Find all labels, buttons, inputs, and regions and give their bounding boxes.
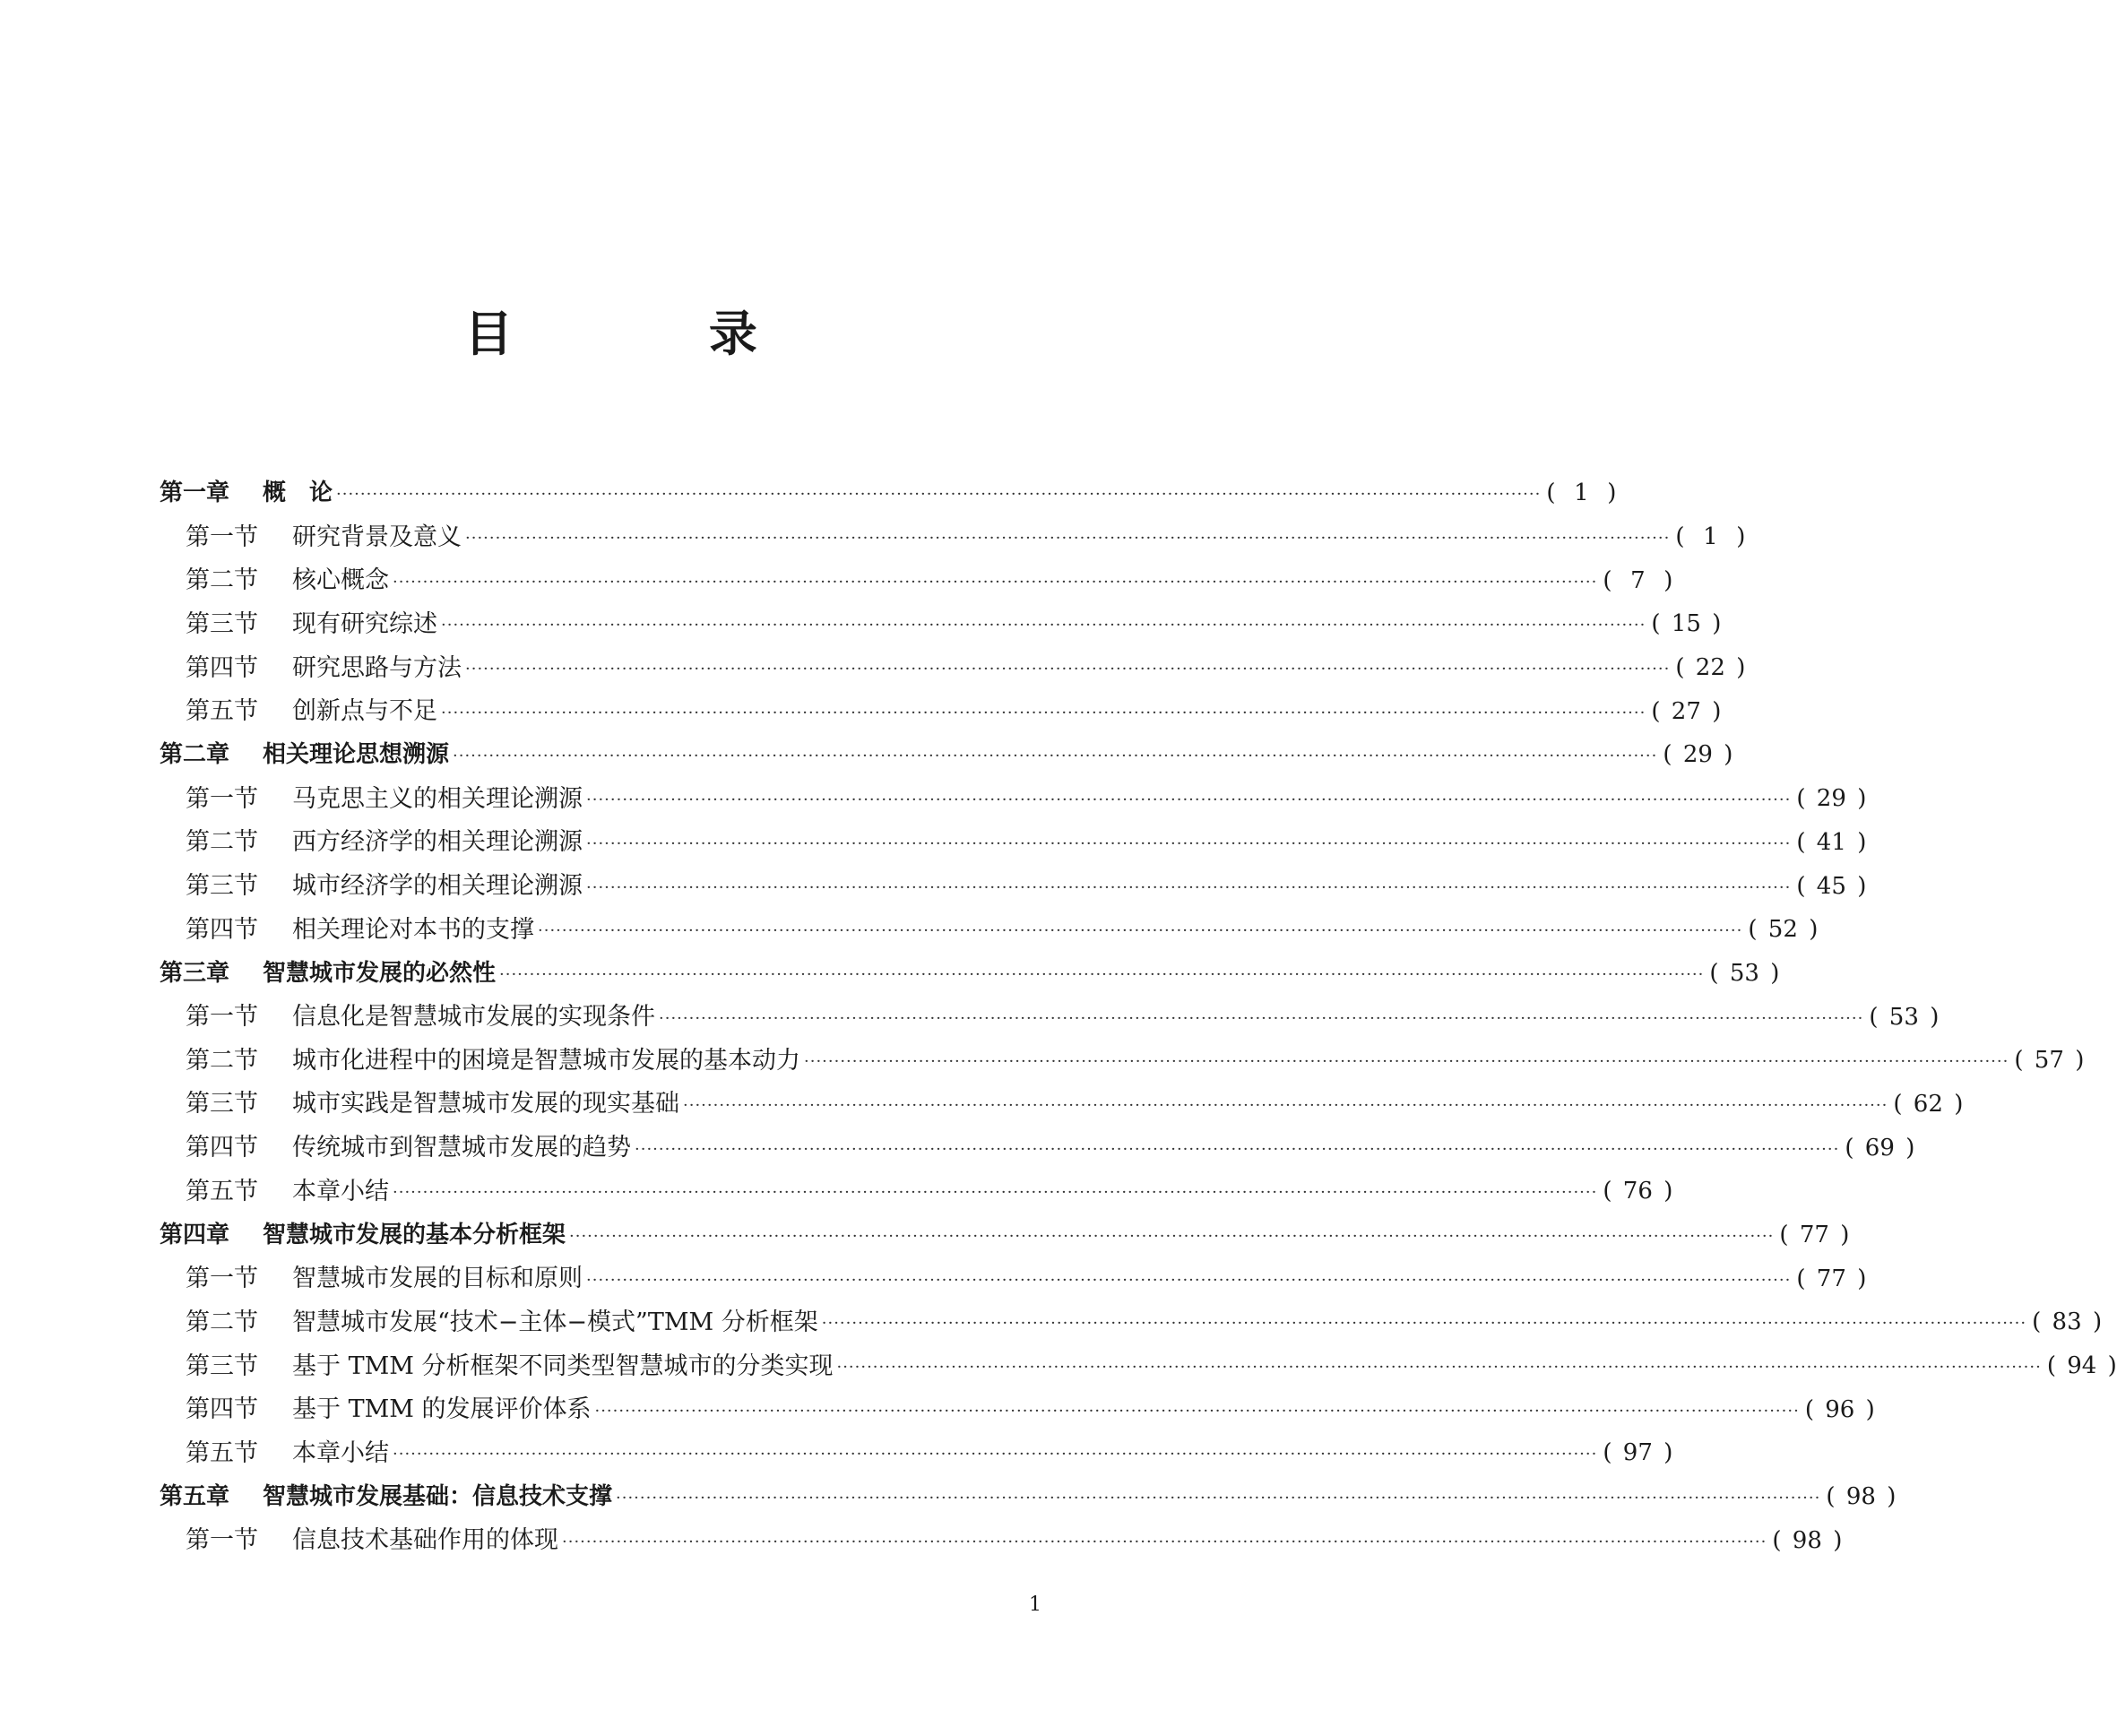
toc-section-entry [160, 689, 1722, 733]
dot-leader: ········································································································································································································ [683, 1095, 1888, 1115]
section-number: 第二节 [186, 1046, 258, 1075]
section-number: 第二节 [186, 828, 258, 857]
page-reference: ( 29 ) [1796, 785, 1867, 813]
page-ref-number: 45 [1816, 872, 1846, 900]
dot-leader: ········································································································································································································ [499, 964, 1705, 984]
section-title: 信息化是智慧城市发展的实现条件 [292, 1003, 655, 1032]
toc-section-entry [160, 1083, 1964, 1127]
dot-leader: ········································································································································································································ [594, 1401, 1800, 1421]
page-ref-number: 1 [1574, 479, 1589, 507]
toc-chapter-entry [160, 733, 1733, 777]
page-reference: ( 53 ) [1869, 1003, 1940, 1031]
section-number: 第一节 [186, 1003, 258, 1032]
chapter-title: 相关理论思想溯源 [263, 741, 450, 769]
toc-section-entry [160, 908, 1819, 952]
chapter-title: 智慧城市发展基础：信息技术支撑 [263, 1483, 613, 1511]
page-ref-number: 53 [1729, 959, 1759, 987]
page-reference: ( 52 ) [1748, 916, 1819, 944]
section-title: 相关理论对本书的支撑 [292, 915, 534, 944]
section-number: 第五节 [186, 697, 258, 726]
page-reference: ( 98 ) [1826, 1483, 1897, 1511]
dot-leader: ········································································································································································································ [441, 703, 1646, 722]
dot-leader: ········································································································································································································ [453, 747, 1658, 766]
section-number: 第二节 [186, 1308, 258, 1336]
section-number: 第四节 [186, 1134, 258, 1162]
dot-leader: ········································································································································································································ [465, 529, 1671, 548]
toc-chapter-entry [160, 1213, 1850, 1257]
page-ref-number: 97 [1622, 1439, 1653, 1467]
chapter-number: 第一章 [160, 479, 230, 507]
toc-section-entry [160, 602, 1722, 646]
chapter-title: 智慧城市发展的必然性 [263, 959, 497, 987]
toc-chapter-entry [160, 471, 1617, 515]
section-title: 基于 TMM 分析框架不同类型智慧城市的分类实现 [292, 1352, 834, 1380]
toc-section-entry [160, 1300, 2103, 1344]
toc-section-entry [160, 1257, 1867, 1300]
page-ref-number: 57 [2034, 1047, 2064, 1075]
page-ref-number: 77 [1816, 1265, 1846, 1292]
dot-leader: ········································································································································································································ [586, 1270, 1792, 1290]
toc-section-entry [160, 558, 1673, 602]
page-reference: ( 94 ) [2046, 1352, 2117, 1380]
page-reference: ( 77 ) [1796, 1265, 1867, 1292]
section-title: 现有研究综述 [292, 609, 437, 638]
toc-section-entry [160, 1344, 2117, 1388]
section-number: 第三节 [186, 1352, 258, 1380]
toc-section-entry [160, 1519, 1843, 1563]
dot-leader: ········································································································································································································ [586, 833, 1792, 853]
section-number: 第三节 [186, 872, 258, 901]
page-ref-number: 22 [1695, 654, 1725, 682]
page-ref-number: 7 [1630, 566, 1646, 594]
section-number: 第四节 [186, 653, 258, 682]
section-title: 研究背景及意义 [292, 523, 462, 551]
page-reference: ( 62 ) [1893, 1090, 1964, 1118]
page-ref-number: 98 [1792, 1526, 1822, 1554]
chapter-title: 智慧城市发展的基本分析框架 [263, 1222, 566, 1249]
chapter-number: 第五章 [160, 1483, 230, 1511]
toc-section-entry [160, 1431, 1673, 1475]
section-title: 智慧城市发展的目标和原则 [292, 1265, 583, 1293]
toc-section-entry [160, 515, 1746, 559]
page-ref-number: 69 [1864, 1134, 1895, 1162]
toc-section-entry [160, 864, 1867, 908]
page-ref-number: 29 [1816, 785, 1846, 813]
dot-leader: ········································································································································································································ [821, 1314, 2027, 1334]
section-title: 智慧城市发展“技术−主体−模式”TMM 分析框架 [292, 1308, 818, 1336]
section-title: 核心概念 [292, 566, 389, 595]
page-reference: ( 83 ) [2032, 1308, 2103, 1336]
chapter-number: 第三章 [160, 959, 230, 987]
dot-leader: ········································································································································································································ [659, 1008, 1864, 1028]
section-number: 第一节 [186, 784, 258, 813]
page-ref-number: 94 [2067, 1352, 2097, 1380]
section-number: 第五节 [186, 1438, 258, 1467]
dot-leader: ········································································································································································································ [635, 1139, 1840, 1159]
toc-section-entry [160, 1126, 1915, 1170]
dot-leader: ········································································································································································································ [465, 660, 1671, 679]
page-reference: ( 96 ) [1804, 1395, 1875, 1423]
page-ref-number: 1 [1703, 523, 1718, 551]
page-ref-number: 62 [1913, 1090, 1943, 1118]
section-title: 研究思路与方法 [292, 653, 462, 682]
page-ref-number: 76 [1622, 1178, 1653, 1205]
dot-leader: ········································································································································································································ [586, 790, 1792, 810]
dot-leader: ········································································································································································································ [804, 1052, 2009, 1072]
page-ref-number: 29 [1682, 741, 1713, 769]
page-reference: ( 27 ) [1651, 697, 1722, 725]
toc-section-entry [160, 777, 1867, 821]
page-reference: ( 41 ) [1796, 828, 1867, 856]
page-reference: ( 22 ) [1675, 654, 1746, 682]
section-number: 第一节 [186, 1526, 258, 1555]
page-reference: ( 97 ) [1603, 1439, 1673, 1467]
page-ref-number: 83 [2052, 1308, 2082, 1336]
dot-leader: ········································································································································································································ [441, 616, 1646, 635]
section-title: 传统城市到智慧城市发展的趋势 [292, 1134, 631, 1162]
section-number: 第五节 [186, 1177, 258, 1205]
dot-leader: ········································································································································································································ [336, 485, 1542, 505]
page-reference: ( 53 ) [1709, 959, 1780, 987]
page-ref-number: 53 [1888, 1003, 1919, 1031]
page-reference: ( 1 ) [1675, 523, 1746, 551]
section-title: 西方经济学的相关理论溯源 [292, 828, 583, 857]
dot-leader: ········································································································································································································ [393, 1183, 1598, 1203]
section-title: 城市化进程中的困境是智慧城市发展的基本动力 [292, 1046, 800, 1075]
page-reference: ( 45 ) [1796, 872, 1867, 900]
section-number: 第一节 [186, 523, 258, 551]
page-reference: ( 1 ) [1546, 479, 1617, 507]
section-title: 基于 TMM 的发展评价体系 [292, 1395, 592, 1424]
page-reference: ( 7 ) [1603, 566, 1673, 594]
chapter-number: 第二章 [160, 741, 230, 769]
dot-leader: ········································································································································································································ [616, 1489, 1821, 1508]
section-title: 马克思主义的相关理论溯源 [292, 784, 583, 813]
page-ref-number: 96 [1825, 1395, 1855, 1423]
page-reference: ( 69 ) [1845, 1134, 1915, 1162]
toc-section-entry [160, 1170, 1673, 1213]
page-reference: ( 57 ) [2014, 1047, 2085, 1075]
page-reference: ( 77 ) [1779, 1222, 1850, 1249]
section-title: 创新点与不足 [292, 697, 437, 726]
page-reference: ( 15 ) [1651, 610, 1722, 638]
section-number: 第四节 [186, 915, 258, 944]
page-reference: ( 98 ) [1772, 1526, 1843, 1554]
toc-chapter-entry [160, 952, 1780, 996]
toc-section-entry [160, 995, 1940, 1039]
page-number: 1 [1029, 1593, 1041, 1616]
dot-leader: ········································································································································································································ [562, 1532, 1767, 1551]
chapter-title: 概 论 [263, 479, 333, 507]
dot-leader: ········································································································································································································ [586, 877, 1792, 897]
page-ref-number: 52 [1767, 916, 1798, 944]
page-ref-number: 27 [1671, 697, 1701, 725]
section-title: 城市实践是智慧城市发展的现实基础 [292, 1090, 679, 1118]
dot-leader: ········································································································································································································ [538, 921, 1743, 941]
toc-section-entry [160, 1039, 2085, 1083]
section-number: 第二节 [186, 566, 258, 595]
page-ref-number: 15 [1671, 610, 1701, 638]
page-reference: ( 29 ) [1663, 741, 1733, 769]
toc-section-entry [160, 646, 1746, 690]
toc-section-entry [160, 1387, 1875, 1431]
page-ref-number: 77 [1799, 1222, 1829, 1249]
section-number: 第三节 [186, 609, 258, 638]
page-ref-number: 98 [1845, 1483, 1876, 1511]
table-of-contents [160, 471, 2117, 1562]
section-title: 本章小结 [292, 1438, 389, 1467]
section-number: 第一节 [186, 1265, 258, 1293]
page-reference: ( 76 ) [1603, 1178, 1673, 1205]
chapter-number: 第四章 [160, 1222, 230, 1249]
dot-leader: ········································································································································································································ [393, 1445, 1598, 1464]
section-title: 信息技术基础作用的体现 [292, 1526, 558, 1555]
dot-leader: ········································································································································································································ [569, 1227, 1775, 1247]
page-ref-number: 41 [1816, 828, 1846, 856]
dot-leader: ········································································································································································································ [836, 1358, 2042, 1378]
toc-chapter-entry [160, 1475, 1897, 1519]
page-title: 目 录 [464, 306, 847, 362]
section-title: 本章小结 [292, 1177, 389, 1205]
toc-section-entry [160, 821, 1867, 865]
section-title: 城市经济学的相关理论溯源 [292, 872, 583, 901]
section-number: 第四节 [186, 1395, 258, 1424]
dot-leader: ········································································································································································································ [393, 572, 1598, 592]
section-number: 第三节 [186, 1090, 258, 1118]
